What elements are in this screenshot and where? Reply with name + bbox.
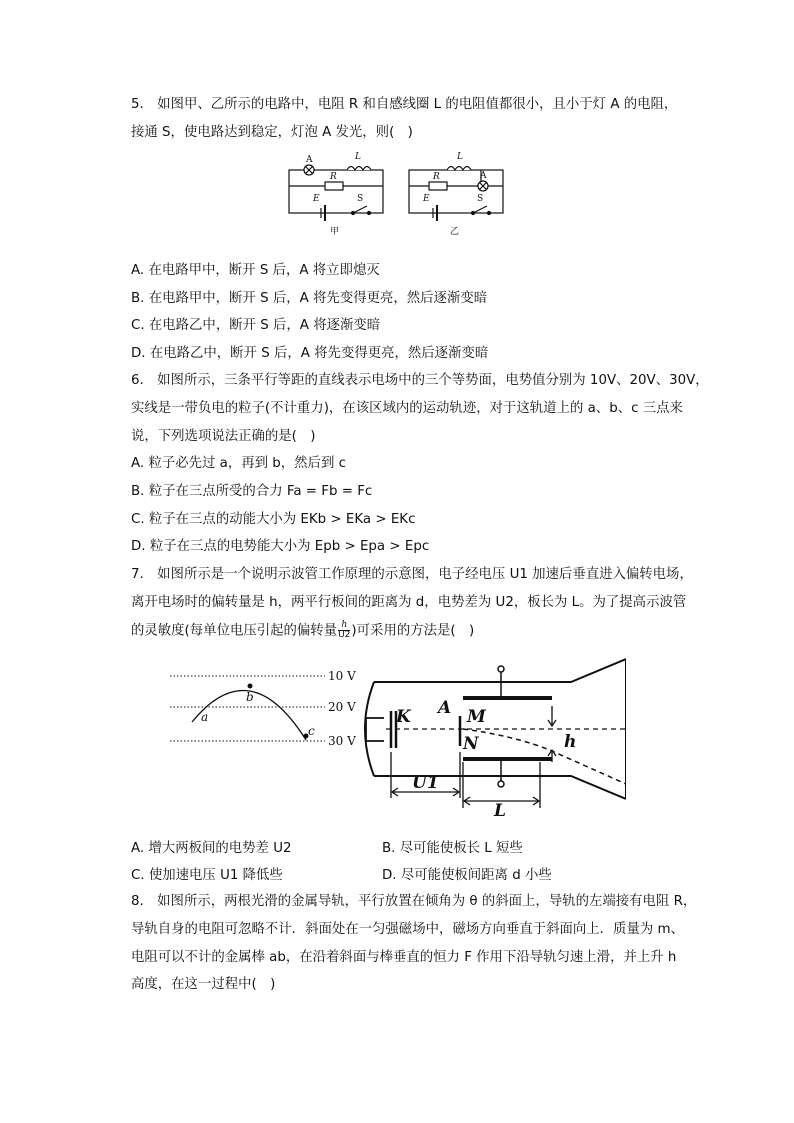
q5-stem-line2: 接通 S，使电路达到稳定，灯泡 A 发光，则( ) (131, 125, 413, 140)
q6-option-a: A. 粒子必先过 a，再到 b，然后到 c (131, 456, 346, 471)
q5-label-lamp-yi: A (480, 171, 487, 181)
q7-option-c: C. 使加速电压 U1 降低些 (131, 868, 283, 883)
q5-option-d: D. 在电路乙中，断开 S 后，A 将先变得更亮，然后逐渐变暗 (131, 346, 489, 361)
q8-stem-line2: 导轨自身的电阻可忽略不计．斜面处在一匀强磁场中，磁场方向垂直于斜面向上．质量为 m、 (131, 922, 684, 937)
q7-sensitivity-fraction (338, 621, 350, 640)
q6-equipotential-diagram (168, 664, 368, 764)
q7-stem-line3-post: )可采用的方法是( ) (351, 623, 475, 639)
q5-label-switch-yi: S (477, 194, 484, 204)
q5-circuit-diagram (287, 150, 527, 240)
q7-stem-line2: 离开电场时的偏转量是 h，两平行板间的距离为 d，电势差为 U2，板长为 L。为了提高示波管 (131, 595, 687, 610)
q5-option-c: C. 在电路乙中，断开 S 后，A 将逐渐变暗 (131, 318, 381, 333)
q6-label-b: b (246, 690, 254, 704)
q7-stem-line1: 7. 如图所示是一个说明示波管工作原理的示意图，电子经电压 U1 加速后垂直进入偏转电场， (131, 567, 693, 582)
q7-option-d: D. 尽可能使板间距离 d 小些 (382, 868, 552, 883)
q7-label-a: A (438, 698, 452, 718)
q5-option-a: A. 在电路甲中，断开 S 后，A 将立即熄灭 (131, 263, 380, 278)
q5-caption-jia: 甲 (330, 227, 340, 237)
q7-oscilloscope-diagram (356, 656, 626, 816)
q5-label-resistor-jia: R (330, 172, 337, 182)
q5-option-b: B. 在电路甲中，断开 S 后，A 将先变得更亮，然后逐渐变暗 (131, 291, 488, 306)
q6-label-c: c (308, 724, 315, 738)
q8-stem-line1: 8. 如图所示，两根光滑的金属导轨，平行放置在倾角为 θ 的斜面上，导轨的左端接有电阻 R， (131, 894, 697, 909)
q7-option-a: A. 增大两板间的电势差 U2 (131, 841, 292, 856)
q7-frac-den: U2 (338, 630, 351, 640)
q6-label-a: a (201, 710, 209, 724)
q6-label-30v: 30 V (328, 734, 356, 748)
q6-stem-line1: 6. 如图所示，三条平行等距的直线表示电场中的三个等势面，电势值分别为 10V、20V、30V， (131, 373, 709, 388)
q8-stem-line3: 电阻可以不计的金属棒 ab，在沿着斜面与棒垂直的恒力 F 作用下沿导轨匀速上滑，并上升 h (131, 950, 677, 965)
q5-label-battery-yi: E (423, 194, 430, 204)
q5-stem-line1: 5. 如图甲、乙所示的电路中，电阻 R 和自感线圈 L 的电阻值都很小，且小于灯 A 的电阻， (131, 97, 678, 112)
q5-label-inductor-jia: L (355, 152, 361, 162)
q7-stem-line3-pre: 的灵敏度(每单位电压引起的偏转量 (131, 623, 338, 639)
q5-label-resistor-yi: R (433, 172, 440, 182)
q7-option-b: B. 尽可能使板长 L 短些 (382, 841, 523, 856)
q7-label-n: N (463, 734, 479, 754)
q5-label-battery-jia: E (313, 194, 320, 204)
q7-label-m: M (467, 707, 486, 727)
q5-label-inductor-yi: L (457, 152, 463, 162)
q5-caption-yi: 乙 (450, 227, 460, 237)
q5-label-lamp-jia: A (306, 155, 313, 165)
q6-label-10v: 10 V (328, 669, 356, 683)
q6-option-c: C. 粒子在三点的动能大小为 EKb > EKa > EKc (131, 512, 416, 527)
q6-label-20v: 20 V (328, 700, 356, 714)
q7-label-l: L (494, 801, 506, 816)
q7-label-u1: U1 (412, 773, 439, 793)
q6-option-d: D. 粒子在三点的电势能大小为 Epb > Epa > Epc (131, 539, 430, 554)
q7-label-h: h (564, 732, 577, 752)
q8-stem-line4: 高度，在这一过程中( ) (131, 977, 276, 992)
q7-label-k: K (396, 707, 411, 727)
q6-stem-line3: 说，下列选项说法正确的是( ) (131, 429, 316, 444)
q5-label-switch-jia: S (357, 194, 364, 204)
q7-stem-line3 (131, 621, 474, 641)
q7-frac-num: h (338, 621, 350, 631)
q6-option-b: B. 粒子在三点所受的合力 Fa = Fb = Fc (131, 484, 373, 499)
q6-stem-line2: 实线是一带负电的粒子(不计重力)，在该区域内的运动轨迹，对于这轨道上的 a、b、c 三点来 (131, 401, 683, 416)
